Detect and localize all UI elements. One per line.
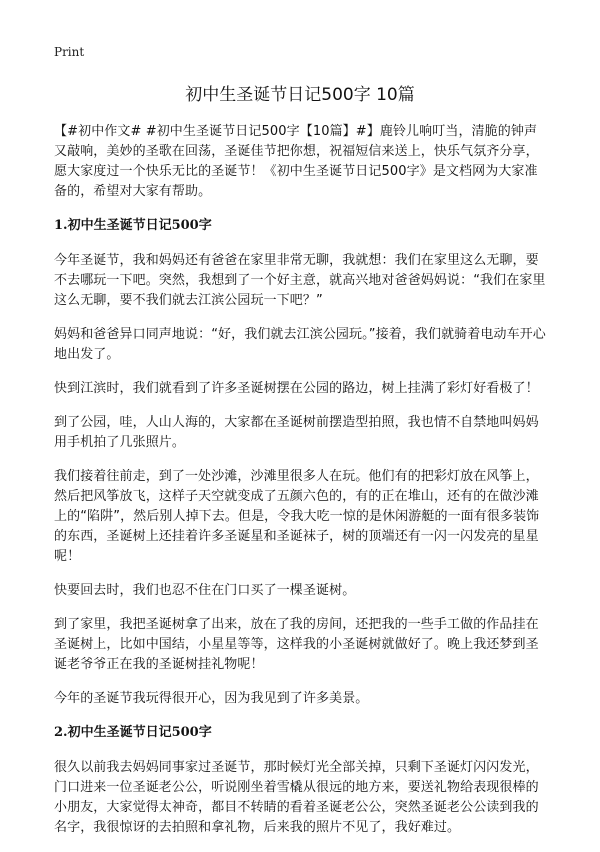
paragraph: 妈妈和爸爸异口同声地说：“好，我们就去江滨公园玩。”接着，我们就骑着电动车开心地出发了。 — [54, 327, 546, 362]
paragraph: 到了家里，我把圣诞树拿了出来，放在了我的房间，还把我的一些手工做的作品挂在圣诞树上，比如中国结，小星星等等，这样我的小圣诞树就做好了。晚上我还梦到圣诞老爷爷正在我的圣诞树挂礼物呢！ — [54, 617, 539, 672]
article-body — [54, 122, 550, 852]
paragraph: 很久以前我去妈妈同事家过圣诞节，那时候灯光全部关掉，只剩下圣诞灯闪闪发光，门口进来一位圣诞老公公，听说刚坐着雪橇从很远的地方来，要送礼物给表现很棒的小朋友，大家觉得太神奇，都目不转睛的看着圣诞老公公，突然圣诞老公公读到我的名字，我很惊讶的去拍照和拿礼物，后来我的照片不见了，我好难过。 — [54, 760, 539, 835]
section-heading: 1.初中生圣诞节日记500字 — [54, 218, 212, 233]
paragraph: 今年的圣诞节我玩得很开心，因为我见到了许多美景。 — [54, 691, 369, 706]
intro-paragraph: 【#初中作文# #初中生圣诞节日记500字【10篇】#】鹿铃儿响叮当，清脆的钟声又敲响，美妙的圣歌在回荡，圣诞佳节把你想，祝福短信来送上，快乐气氛齐分享，愿大家度过一个快乐无比的圣诞节！《初中生圣诞节日记500字》是文档网为大家准备的，希望对大家有帮助。 — [54, 124, 539, 199]
paragraph: 快到江滨时，我们就看到了许多圣诞树摆在公园的路边，树上挂满了彩灯好看极了！ — [54, 381, 539, 396]
paragraph: 快要回去时，我们也忍不住在门口买了一棵圣诞树。 — [54, 583, 356, 598]
page-title: 初中生圣诞节日记500字 10篇 — [185, 85, 415, 105]
paragraph: 我们接着往前走，到了一处沙滩，沙滩里很多人在玩。他们有的把彩灯放在风筝上，然后把风筝放飞，这样子天空就变成了五颜六色的，有的正在堆山，还有的在做沙滩上的“陷阱”，然后别人掉下去。但是，令我大吃一惊的是休闲游艇的一面有很多装饰的东西，圣诞树上还挂着许多圣诞星和圣诞袜子，树的顶端还有一闪一闪发亮的星星呢！ — [54, 469, 540, 564]
paragraph: 到了公园，哇，人山人海的，大家都在圣诞树前摆造型拍照，我也情不自禁地叫妈妈用手机拍了几张照片。 — [54, 415, 539, 450]
section-heading: 2.初中生圣诞节日记500字 — [54, 725, 212, 740]
print-link[interactable]: Print — [54, 45, 85, 59]
paragraph: 今年圣诞节，我和妈妈还有爸爸在家里非常无聊，我就想：我们在家里这么无聊，要不去哪玩一下吧。突然，我想到了一个好主意，就高兴地对爸爸妈妈说：“我们在家里这么无聊，要不我们就去江滨公园玩一下吧？” — [54, 253, 546, 308]
